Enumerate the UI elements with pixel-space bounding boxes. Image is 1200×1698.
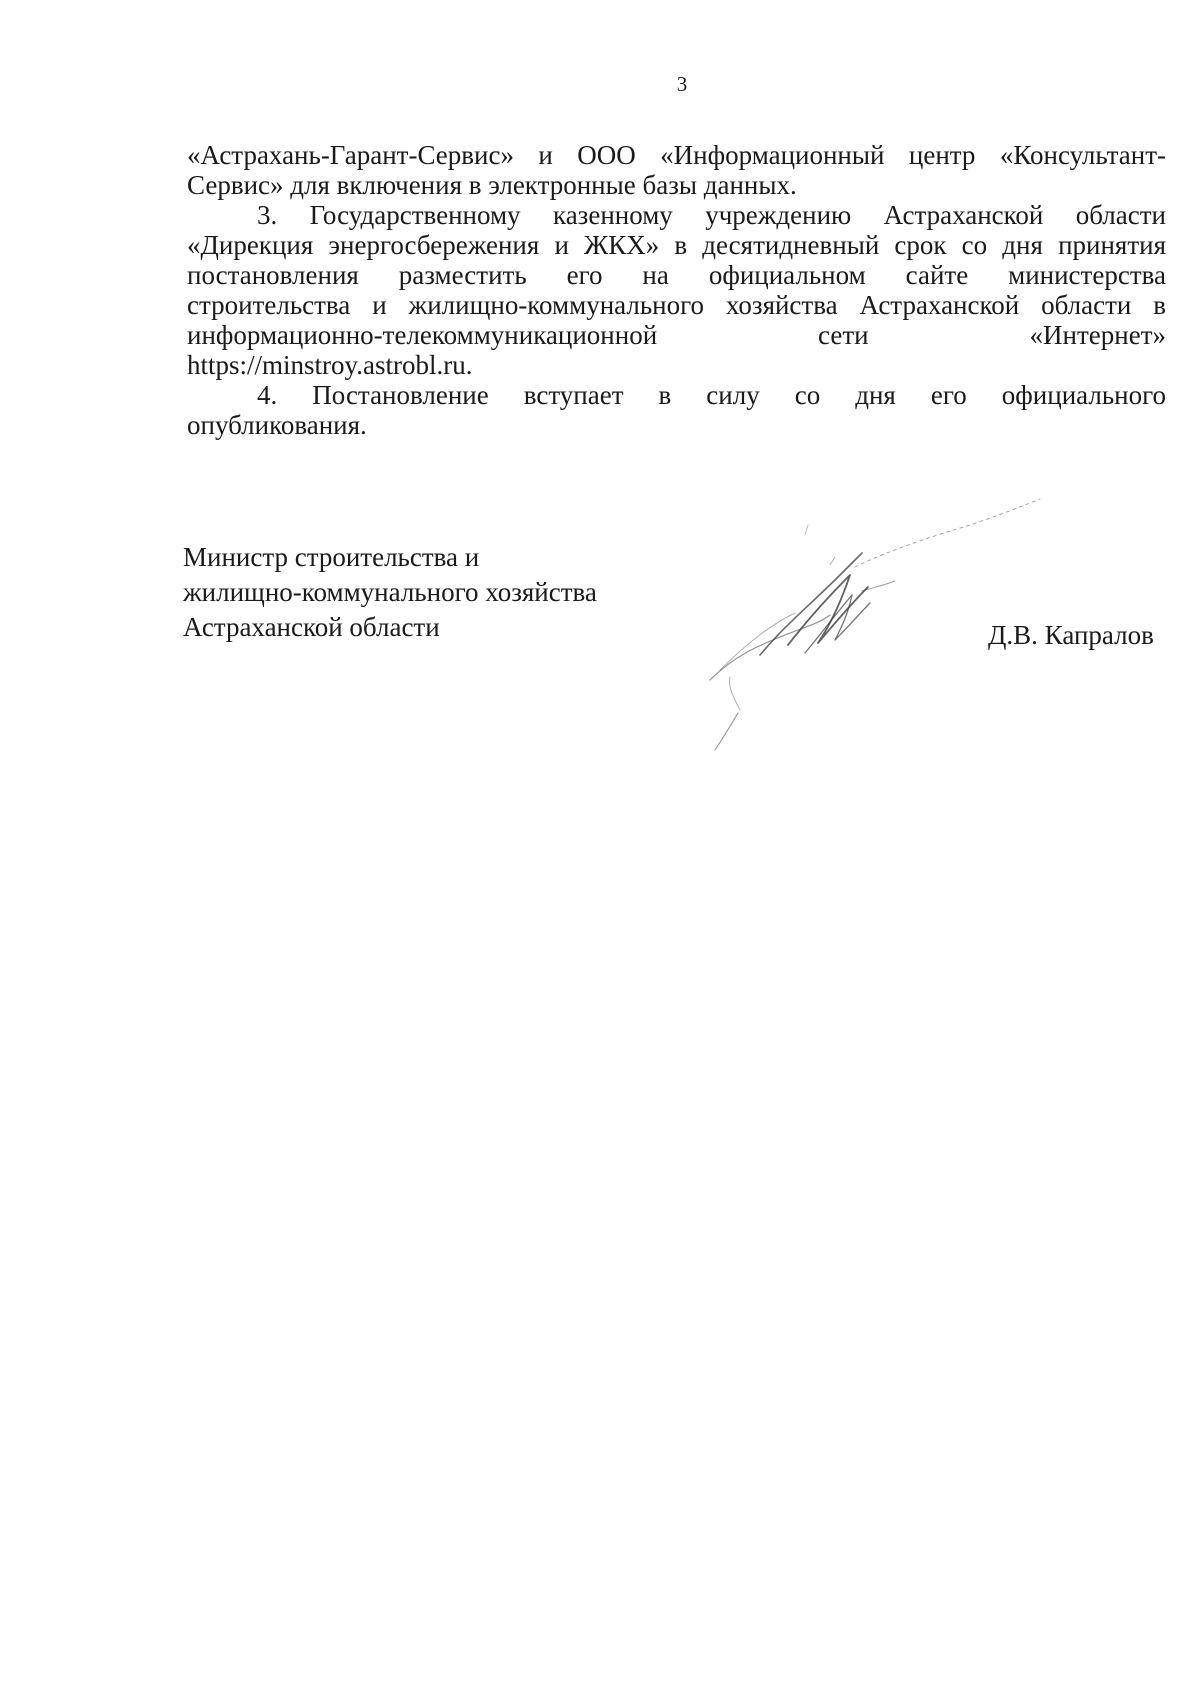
signatory-name: Д.В. Капралов bbox=[988, 620, 1154, 650]
signatory-position-line: Министр строительства и bbox=[183, 542, 480, 572]
paragraph-2-continuation bbox=[187, 140, 1166, 200]
text-line: постановления разместить его на официальном сайте министерства bbox=[187, 260, 1166, 290]
paragraph-3 bbox=[187, 200, 1166, 380]
signatory-position-line: Астраханской области bbox=[183, 612, 440, 642]
text-line: Сервис» для включения в электронные базы данных. bbox=[187, 170, 797, 200]
text-line: опубликования. bbox=[187, 410, 367, 440]
paragraph-4 bbox=[187, 380, 1166, 440]
signatory-position bbox=[183, 540, 597, 645]
text-line: «Дирекция энергосбережения и ЖКХ» в десятидневный срок со дня принятия bbox=[187, 230, 1166, 260]
signatory-position-line: жилищно-коммунального хозяйства bbox=[183, 577, 597, 607]
text-line: строительства и жилищно-коммунального хозяйства Астраханской области в bbox=[187, 290, 1166, 320]
text-line: 4. Постановление вступает в силу со дня его официального bbox=[257, 380, 1166, 410]
document-body bbox=[187, 140, 1166, 440]
page-number: 3 bbox=[676, 72, 688, 96]
website-url: https://minstroy.astrobl.ru. bbox=[187, 350, 473, 380]
text-line: «Астрахань-Гарант-Сервис» и ООО «Информационный центр «Консультант- bbox=[187, 140, 1166, 170]
text-line: 3. Государственному казенному учреждению Астраханской области bbox=[257, 200, 1166, 230]
text-line: информационно-телекоммуникационной сети «Интернет» bbox=[187, 320, 1166, 350]
